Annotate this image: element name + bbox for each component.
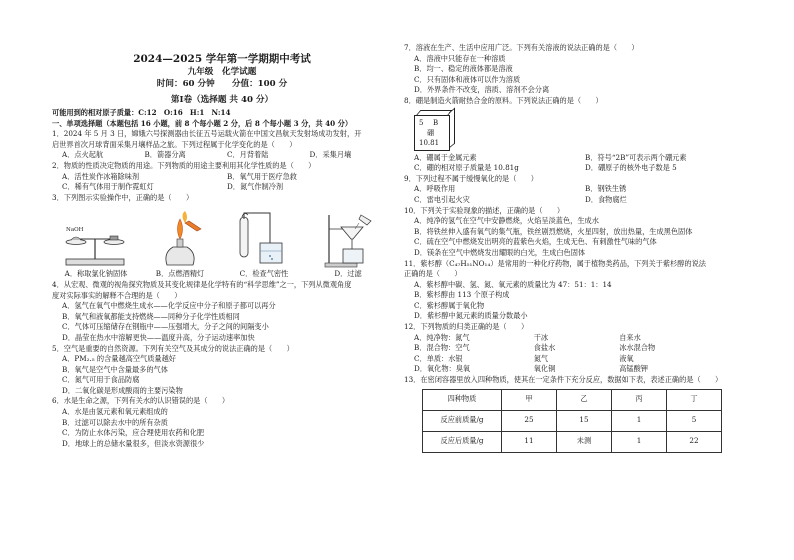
option-a[interactable]: A．溶液中只能存在一种溶质 — [414, 53, 506, 63]
option-b[interactable]: B．箭器分离 — [144, 150, 186, 160]
table-cell: 1 — [612, 410, 667, 431]
question-text: 3．下列图示实验操作中，正确的是（ ） — [52, 192, 194, 202]
question-5 — [52, 344, 392, 397]
option-c[interactable]: C．只有固体和液体可以作为溶质 — [414, 74, 521, 84]
option-a[interactable]: A．紫杉醇中碳、氢、氮、氧元素的质量比为 47：51：1：14 — [414, 279, 612, 289]
option-b[interactable]: B．钢铁生锈 — [585, 184, 627, 194]
grid-cell: A．纯净物：氮气 — [414, 332, 470, 342]
option-d[interactable]: D．食物腐烂 — [585, 194, 627, 204]
option-d[interactable] — [404, 364, 756, 375]
question-1 — [52, 129, 392, 161]
table-row — [423, 410, 722, 431]
option-c[interactable]: C．月背着陆 — [227, 150, 269, 160]
naoh-label: NaOH — [65, 227, 83, 234]
option-d[interactable]: D．过滤 — [334, 269, 362, 279]
option-b[interactable]: B．符号“2B”可表示两个硼元素 — [585, 152, 687, 162]
option-d[interactable]: D．氮气作制冷剂 — [227, 182, 284, 192]
atomic-mass: 10.81 — [419, 138, 440, 147]
question-text: 12．下列物质的归类正确的是（ ） — [404, 322, 529, 332]
table-cell: 1 — [612, 431, 667, 452]
table-header: 丁 — [667, 389, 722, 410]
grid-cell: 高锰酸钾 — [619, 364, 648, 374]
option-c[interactable]: C．硼的相对原子质量是 10.81g — [414, 163, 519, 173]
option-d[interactable]: D．地球上的总储水量很多，但淡水资源很少 — [62, 438, 205, 448]
apparatus-figures — [52, 205, 392, 269]
option-b[interactable] — [404, 343, 756, 354]
option-a[interactable]: A．PM₂.₅ 的含量越高空气质量越好 — [62, 354, 176, 364]
question-text: 13．在密闭容器里放入四种物质，使其在一定条件下充分反应，数据如下表，表述正确的是（ ） — [404, 375, 723, 385]
option-c[interactable]: C．氮气可用于食品防腐 — [62, 375, 140, 385]
option-d[interactable]: D．采集月壤 — [309, 150, 352, 160]
exam-title: 2024—2025 学年第一学期期中考试 — [133, 53, 311, 65]
table-cell: 11 — [502, 431, 557, 452]
option-a[interactable]: A．呼吸作用 — [414, 184, 456, 194]
grid-cell: 氮气 — [533, 353, 549, 363]
question-text: 启世界首次月球背面采集月壤样品之旅。下列过程属于化学变化的是（ ） — [52, 139, 297, 149]
grid-cell: 冰水混合物 — [619, 343, 656, 353]
question-10 — [404, 206, 756, 259]
table-cell: 22 — [667, 431, 722, 452]
question-text: 1．2024 年 5 月 3 日，嫦娥六号探测器由长征五号运载火箭在中国文昌航天发射场成功发射，开 — [52, 129, 362, 139]
option-d[interactable]: D．硼原子的核外电子数是 5 — [585, 163, 677, 173]
question-text: 正确的是（ ） — [404, 269, 462, 279]
question-9 — [404, 174, 756, 206]
question-text: 6．水是生命之源，下列有关水的认识错误的是（ ） — [52, 396, 230, 406]
option-c[interactable]: C．雷电引起火灾 — [414, 194, 470, 204]
table-cell: 15 — [557, 410, 612, 431]
option-a[interactable]: A．点火起航 — [62, 150, 104, 160]
table-cell: 25 — [502, 410, 557, 431]
option-c[interactable]: C．稀有气体用于制作霓虹灯 — [62, 182, 154, 192]
table-header: 丙 — [612, 389, 667, 410]
question-6 — [52, 396, 392, 449]
option-a[interactable]: A．活性炭作冰箱除味剂 — [62, 171, 140, 181]
grid-cell: 干冰 — [533, 332, 549, 342]
option-a[interactable]: A．称取氯化钠固体 — [64, 269, 128, 279]
table-header-row — [423, 389, 722, 410]
table-header: 甲 — [502, 389, 557, 410]
question-13 — [404, 375, 756, 453]
question-3 — [52, 193, 392, 280]
option-d[interactable]: D．晶莹在热水中溶解更快——温度升高，分子运动速率加快 — [62, 332, 255, 342]
option-b[interactable]: B．氧气和液氧都能支持燃烧——同种分子化学性质相同 — [62, 311, 240, 321]
filtration-figure — [315, 209, 385, 269]
element-name: 硼 — [427, 128, 434, 137]
option-b[interactable]: B．均一、稳定的液体都是溶液 — [414, 64, 513, 74]
option-b[interactable]: B．过滤可以除去水中的所有杂质 — [62, 417, 168, 427]
option-a[interactable]: A．氢气在氧气中燃烧生成水——化学反应中分子和原子都可以再分 — [62, 301, 276, 311]
grid-cell: D．氧化物：臭氧 — [414, 364, 471, 374]
table-cell: 反应后质量/g — [423, 431, 502, 452]
option-b[interactable]: B．氧气是空气中含量最多的气体 — [62, 364, 168, 374]
grid-cell: 食盐水 — [533, 343, 556, 353]
question-text: 4．从宏观、微观的视角探究物质及其变化规律是化学特有的“科学思维”之一，下列从微观角度 — [52, 279, 352, 289]
option-b[interactable]: B．将铁丝伸入盛有氧气的集气瓶，铁丝剧烈燃烧，火星四射，放出热量，生成黑色固体 — [414, 226, 693, 236]
option-c[interactable]: C．气体可压缩储存在钢瓶中——压强增大，分子之间的间隔变小 — [62, 322, 269, 332]
grid-cell: 自来水 — [619, 332, 641, 342]
option-d[interactable]: D．镁条在空气中燃烧发出耀眼的白光，生成白色固体 — [414, 247, 586, 257]
question-text: 9．下列过程不属于缓慢氧化的是（ ） — [404, 173, 538, 183]
option-b[interactable]: B．氧气用于医疗急救 — [227, 171, 297, 181]
question-text: 2．物质的性质决定物质的用途。下列物质的用途主要利用其化学性质的是（ ） — [52, 160, 316, 170]
question-text: 5．空气是重要的自然资源。下列有关空气及其成分的说法正确的是（ ） — [52, 343, 294, 353]
option-b[interactable]: B．紫杉醇由 113 个原子构成 — [414, 290, 510, 300]
right-column — [404, 43, 756, 453]
element-tile-boron — [414, 115, 450, 151]
option-a[interactable]: A．纯净的氢气在空气中安静燃烧，火焰呈淡蓝色，生成水 — [414, 216, 599, 226]
exam-meta: 时间：60 分钟 分值：100 分 — [156, 79, 288, 89]
table-header: 乙 — [557, 389, 612, 410]
exam-subtitle: 九年级 化学试题 — [187, 67, 257, 77]
balance-figure — [60, 209, 130, 269]
left-column — [52, 40, 392, 449]
question-text: 10．下列关于实验现象的描述，正确的是（ ） — [404, 205, 565, 215]
table-header: 四种物质 — [423, 389, 502, 410]
part1-heading: 第Ⅰ卷（选择题 共 40 分） — [170, 95, 274, 105]
option-c[interactable]: C．检查气密性 — [239, 269, 289, 279]
question-2 — [52, 161, 392, 193]
table-cell: 反应前质量/g — [423, 410, 502, 431]
question-text: 7．溶液在生产、生活中应用广泛。下列有关溶液的说法正确的是（ ） — [404, 43, 639, 52]
question-7 — [404, 43, 756, 96]
atomic-mass-line: 可能用到的相对原子质量：C:12 O:16 H:1 N:14 — [52, 108, 231, 117]
airtightness-figure — [230, 209, 300, 269]
option-a[interactable] — [404, 333, 756, 344]
element-symbol: B — [433, 118, 439, 127]
grid-cell: B．混合物：空气 — [414, 343, 470, 353]
option-b[interactable]: B．点燃酒精灯 — [155, 269, 205, 279]
question-12 — [404, 322, 756, 375]
option-a[interactable]: A．水是由氢元素和氧元素组成的 — [62, 407, 168, 417]
option-d[interactable]: D．外界条件不改变，溶质、溶剂不会分离 — [414, 85, 550, 95]
question-text: 度对实际事实的解释不合理的是（ ） — [52, 290, 182, 300]
option-d[interactable]: D．二氧化碳是形成酸雨的主要污染物 — [62, 385, 183, 395]
question-text: 8．硼是制造火箭耐热合金的原料。下列说法正确的是（ ） — [404, 95, 603, 105]
table-cell: 5 — [667, 410, 722, 431]
question-text: 11．紫杉醇（C₄₇H₅₁NO₁₄）是常用的一种化疗药物，属于植物类药品，下列关于紫杉醇的说法 — [404, 258, 706, 268]
section-heading: 一、单项选择题（本题包括 16 小题，前 8 个每小题 2 分，后 8 个每小题 3 分，共 40 分） — [52, 118, 353, 128]
atomic-number: 5 — [419, 118, 424, 127]
question-8 — [404, 96, 756, 174]
option-d[interactable]: D．紫杉醇中氮元素的质量分数最小 — [414, 311, 528, 321]
table-row — [423, 431, 722, 452]
table-cell: 未测 — [557, 431, 612, 452]
reaction-data-table — [422, 389, 722, 453]
grid-cell: C．单质：水银 — [414, 353, 463, 363]
alcohol-lamp-figure — [145, 209, 215, 269]
option-c[interactable] — [404, 354, 756, 365]
option-c[interactable]: C．紫杉醇属于氧化物 — [414, 300, 485, 310]
question-4 — [52, 280, 392, 344]
question-11 — [404, 259, 756, 323]
grid-cell: 液氧 — [619, 353, 634, 363]
option-a[interactable]: A．硼属于金属元素 — [414, 152, 477, 162]
option-c[interactable]: C．硫在空气中燃烧发出明亮的蓝紫色火焰，生成无色、有刺激性气味的气体 — [414, 237, 657, 247]
grid-cell: 氧化铜 — [533, 364, 556, 374]
option-c[interactable]: C．为防止水体污染，应合理使用农药和化肥 — [62, 428, 205, 438]
